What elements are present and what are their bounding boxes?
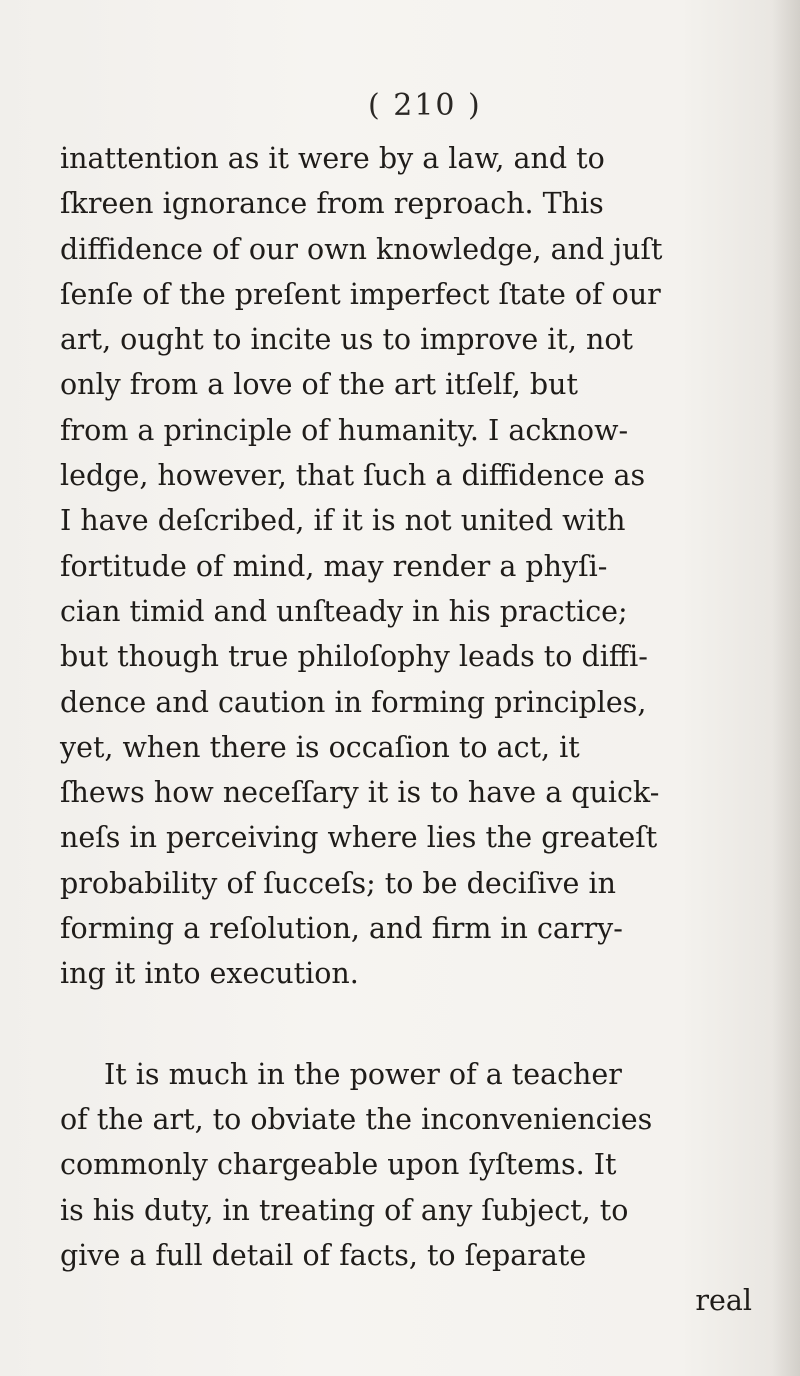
text-line: yet, when there is occaſion to act, it bbox=[60, 730, 580, 764]
catchword: real bbox=[695, 1284, 752, 1318]
text-line: diffidence of our own knowledge, and juſt bbox=[60, 232, 663, 266]
text-line: It is much in the power of a teacher bbox=[104, 1057, 622, 1091]
text-line: I have deſcribed, if it is not united with bbox=[60, 504, 626, 538]
page-edge-shadow bbox=[772, 0, 800, 1376]
paragraph-1 bbox=[60, 136, 760, 997]
text-line: give a full detail of facts, to ſeparate bbox=[60, 1238, 587, 1272]
text-line: art, ought to incite us to improve it, not bbox=[60, 323, 633, 357]
body-text bbox=[60, 136, 760, 1323]
text-line: ſkreen ignorance from reproach. This bbox=[60, 187, 604, 221]
text-line: but though true philoſophy leads to diffi- bbox=[60, 640, 648, 674]
text-line: of the art, to obviate the inconveniencies bbox=[60, 1102, 653, 1136]
text-line: ledge, however, that ſuch a diffidence as bbox=[60, 459, 646, 493]
text-line: forming a reſolution, and firm in carry- bbox=[60, 912, 623, 946]
text-line: probability of ſucceſs; to be deciſive in bbox=[60, 866, 616, 900]
text-line: inattention as it were by a law, and to bbox=[60, 142, 605, 175]
paragraph-gap bbox=[60, 997, 760, 1052]
text-line: dence and caution in forming principles, bbox=[60, 685, 647, 719]
text-line: is his duty, in treating of any ſubject, to bbox=[60, 1193, 629, 1227]
text-line: ſenſe of the preſent imperfect ſtate of our bbox=[60, 277, 661, 311]
text-line: cian timid and unſteady in his practice; bbox=[60, 594, 628, 628]
text-line: fortitude of mind, may render a phyſi- bbox=[60, 549, 608, 583]
paragraph-2 bbox=[60, 1052, 760, 1278]
text-line: from a principle of humanity. I acknow- bbox=[60, 413, 629, 447]
text-line: neſs in perceiving where lies the greateſt bbox=[60, 821, 658, 855]
text-line: ſhews how neceſſary it is to have a quick- bbox=[60, 776, 660, 810]
text-line: commonly chargeable upon ſyſtems. It bbox=[60, 1148, 617, 1182]
text-line: ing it into execution. bbox=[60, 957, 359, 991]
text-line: only from a love of the art itſelf, but bbox=[60, 368, 578, 402]
page-number: ( 210 ) bbox=[368, 88, 482, 123]
